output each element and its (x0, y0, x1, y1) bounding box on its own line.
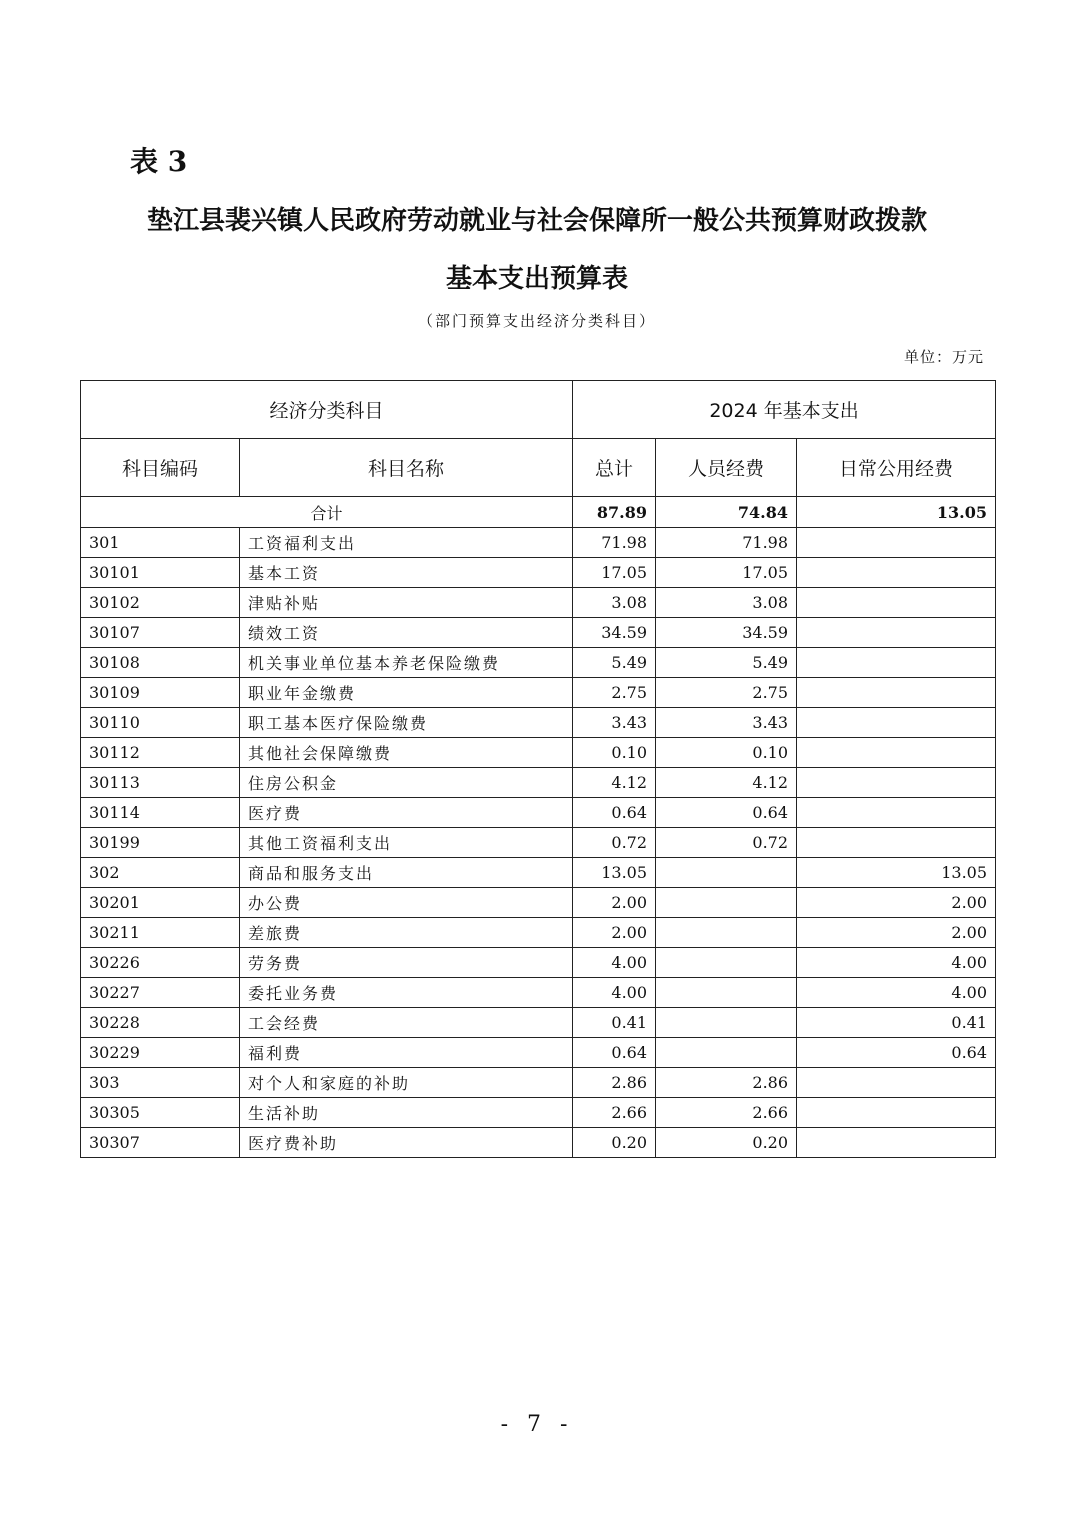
row-name: 商品和服务支出 (240, 858, 573, 888)
row-public: 4.00 (797, 978, 996, 1008)
row-personnel: 2.66 (656, 1098, 797, 1128)
row-total: 17.05 (573, 558, 656, 588)
row-name: 劳务费 (240, 948, 573, 978)
row-public (797, 1098, 996, 1128)
row-code: 30102 (81, 588, 240, 618)
row-total: 0.20 (573, 1128, 656, 1158)
row-personnel (656, 978, 797, 1008)
page-title: 垫江县裴兴镇人民政府劳动就业与社会保障所一般公共预算财政拨款 (146, 206, 927, 236)
row-total: 4.12 (573, 768, 656, 798)
page-title-line2: 基本支出预算表 (445, 264, 628, 294)
row-total: 3.08 (573, 588, 656, 618)
row-total: 0.64 (573, 798, 656, 828)
row-personnel (656, 948, 797, 978)
row-name: 对个人和家庭的补助 (240, 1068, 573, 1098)
row-public (797, 798, 996, 828)
row-code: 30307 (81, 1128, 240, 1158)
row-code: 30305 (81, 1098, 240, 1128)
table-row (81, 828, 996, 858)
unit-label: 单位：万元 (903, 348, 984, 366)
total-personnel: 74.84 (656, 497, 797, 528)
header-name: 科目名称 (240, 439, 573, 497)
header-economic-classification: 经济分类科目 (81, 381, 573, 439)
row-total: 5.49 (573, 648, 656, 678)
row-name: 办公费 (240, 888, 573, 918)
row-total: 4.00 (573, 978, 656, 1008)
row-personnel (656, 858, 797, 888)
total-public: 13.05 (797, 497, 996, 528)
row-name: 工资福利支出 (240, 528, 573, 558)
table-row (81, 618, 996, 648)
table-row (81, 798, 996, 828)
table-row (81, 1128, 996, 1158)
row-personnel: 0.72 (656, 828, 797, 858)
table-row (81, 1038, 996, 1068)
header-public: 日常公用经费 (797, 439, 996, 497)
header-code: 科目编码 (81, 439, 240, 497)
row-total: 0.72 (573, 828, 656, 858)
table-row (81, 978, 996, 1008)
row-public (797, 768, 996, 798)
row-public: 2.00 (797, 888, 996, 918)
row-name: 工会经费 (240, 1008, 573, 1038)
table-row (81, 888, 996, 918)
table-row (81, 1008, 996, 1038)
table-row (81, 678, 996, 708)
table-row (81, 648, 996, 678)
page-number: - 7 - (500, 1412, 574, 1437)
row-name: 其他社会保障缴费 (240, 738, 573, 768)
table-row (81, 768, 996, 798)
table-label: 表 3 (130, 145, 188, 178)
row-personnel: 0.20 (656, 1128, 797, 1158)
row-personnel: 0.64 (656, 798, 797, 828)
row-personnel: 5.49 (656, 648, 797, 678)
row-name: 福利费 (240, 1038, 573, 1068)
row-code: 30109 (81, 678, 240, 708)
row-name: 其他工资福利支出 (240, 828, 573, 858)
row-total: 2.75 (573, 678, 656, 708)
row-code: 30201 (81, 888, 240, 918)
row-code: 30113 (81, 768, 240, 798)
row-total: 3.43 (573, 708, 656, 738)
table-row (81, 1068, 996, 1098)
row-code: 30227 (81, 978, 240, 1008)
row-code: 30114 (81, 798, 240, 828)
row-code: 30110 (81, 708, 240, 738)
header-personnel: 人员经费 (656, 439, 797, 497)
header-group-row (81, 381, 996, 439)
row-name: 住房公积金 (240, 768, 573, 798)
row-code: 30229 (81, 1038, 240, 1068)
row-total: 0.64 (573, 1038, 656, 1068)
row-code: 302 (81, 858, 240, 888)
row-name: 生活补助 (240, 1098, 573, 1128)
row-public (797, 528, 996, 558)
total-row (81, 497, 996, 528)
row-personnel: 3.08 (656, 588, 797, 618)
row-name: 职业年金缴费 (240, 678, 573, 708)
row-public: 4.00 (797, 948, 996, 978)
row-public (797, 1068, 996, 1098)
table-body (81, 497, 996, 1158)
row-total: 71.98 (573, 528, 656, 558)
row-personnel: 4.12 (656, 768, 797, 798)
row-public (797, 1128, 996, 1158)
row-total: 2.66 (573, 1098, 656, 1128)
table-row (81, 858, 996, 888)
row-total: 34.59 (573, 618, 656, 648)
row-total: 13.05 (573, 858, 656, 888)
row-personnel: 34.59 (656, 618, 797, 648)
row-name: 医疗费 (240, 798, 573, 828)
table-row (81, 558, 996, 588)
row-public: 13.05 (797, 858, 996, 888)
row-public (797, 648, 996, 678)
row-public (797, 588, 996, 618)
row-code: 30199 (81, 828, 240, 858)
row-code: 30211 (81, 918, 240, 948)
row-personnel: 3.43 (656, 708, 797, 738)
row-personnel: 71.98 (656, 528, 797, 558)
row-personnel: 2.86 (656, 1068, 797, 1098)
row-code: 30226 (81, 948, 240, 978)
subtitle: （部门预算支出经济分类科目） (417, 312, 656, 330)
row-public (797, 708, 996, 738)
row-public (797, 828, 996, 858)
table-row (81, 708, 996, 738)
row-total: 2.00 (573, 918, 656, 948)
row-personnel (656, 1038, 797, 1068)
row-name: 职工基本医疗保险缴费 (240, 708, 573, 738)
row-public (797, 678, 996, 708)
table-row (81, 948, 996, 978)
row-public: 2.00 (797, 918, 996, 948)
table-row (81, 1098, 996, 1128)
total-sum: 87.89 (573, 497, 656, 528)
row-code: 30101 (81, 558, 240, 588)
row-total: 2.00 (573, 888, 656, 918)
row-public (797, 738, 996, 768)
row-code: 303 (81, 1068, 240, 1098)
row-personnel: 17.05 (656, 558, 797, 588)
row-total: 2.86 (573, 1068, 656, 1098)
row-code: 301 (81, 528, 240, 558)
row-name: 差旅费 (240, 918, 573, 948)
budget-table (80, 380, 996, 1158)
row-name: 委托业务费 (240, 978, 573, 1008)
table-row (81, 738, 996, 768)
row-personnel (656, 888, 797, 918)
row-code: 30112 (81, 738, 240, 768)
row-code: 30107 (81, 618, 240, 648)
row-code: 30228 (81, 1008, 240, 1038)
table-row (81, 918, 996, 948)
row-name: 基本工资 (240, 558, 573, 588)
row-total: 4.00 (573, 948, 656, 978)
row-personnel (656, 1008, 797, 1038)
total-label: 合计 (81, 497, 573, 528)
row-personnel: 0.10 (656, 738, 797, 768)
row-name: 绩效工资 (240, 618, 573, 648)
row-public: 0.64 (797, 1038, 996, 1068)
row-total: 0.41 (573, 1008, 656, 1038)
row-personnel (656, 918, 797, 948)
header-total: 总计 (573, 439, 656, 497)
row-name: 津贴补贴 (240, 588, 573, 618)
row-total: 0.10 (573, 738, 656, 768)
row-public (797, 558, 996, 588)
header-column-row (81, 439, 996, 497)
table-row (81, 528, 996, 558)
row-personnel: 2.75 (656, 678, 797, 708)
header-basic-expenditure: 2024 年基本支出 (573, 381, 996, 439)
row-name: 医疗费补助 (240, 1128, 573, 1158)
row-code: 30108 (81, 648, 240, 678)
row-public: 0.41 (797, 1008, 996, 1038)
table-row (81, 588, 996, 618)
row-name: 机关事业单位基本养老保险缴费 (240, 648, 573, 678)
row-public (797, 618, 996, 648)
